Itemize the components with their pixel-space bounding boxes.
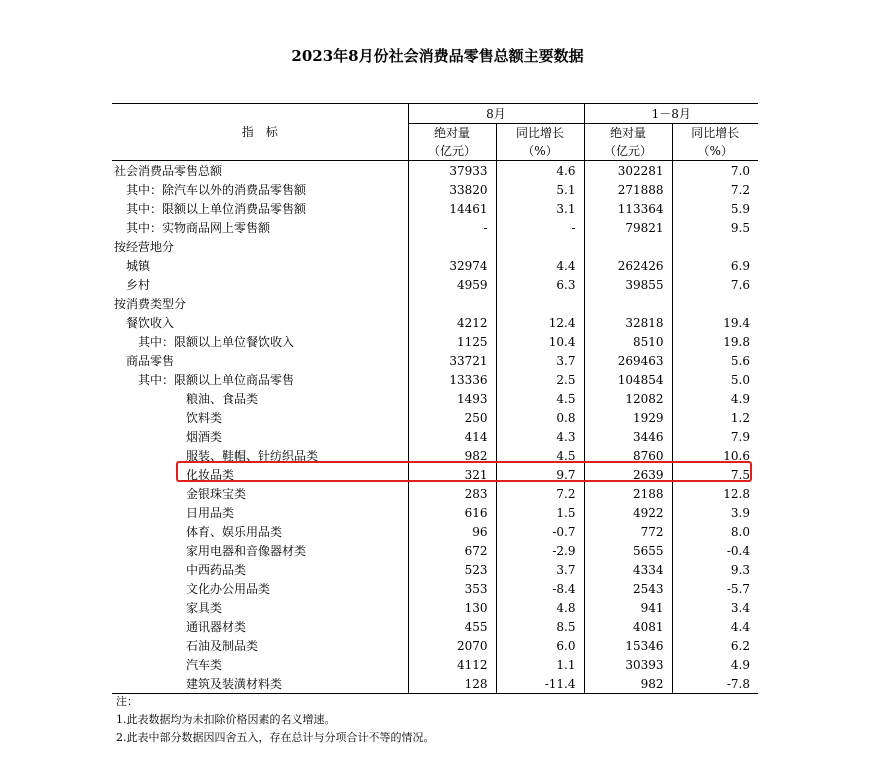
table-row xyxy=(112,465,758,484)
cell-abs-jan-aug: 4081 xyxy=(584,617,672,636)
cell-abs-august: 982 xyxy=(408,446,496,465)
cell-abs-jan-aug: 30393 xyxy=(584,655,672,674)
cell-growth-jan-aug: 6.9 xyxy=(672,256,758,275)
cell-abs-august: 130 xyxy=(408,598,496,617)
table-body xyxy=(112,161,758,694)
cell-growth-august: 3.1 xyxy=(496,199,584,218)
cell-abs-jan-aug: 8510 xyxy=(584,332,672,351)
cell-abs-jan-aug: 12082 xyxy=(584,389,672,408)
cell-growth-jan-aug: 19.8 xyxy=(672,332,758,351)
cell-growth-august: 12.4 xyxy=(496,313,584,332)
table-row xyxy=(112,237,758,256)
table-row xyxy=(112,446,758,465)
notes-heading: 注： xyxy=(116,695,138,708)
cell-growth-jan-aug xyxy=(672,294,758,313)
table-row xyxy=(112,636,758,655)
cell-abs-jan-aug: 1929 xyxy=(584,408,672,427)
cell-growth-august: 4.5 xyxy=(496,446,584,465)
row-label: 化妆品类 xyxy=(186,467,235,482)
row-label: 服装、鞋帽、针纺织品类 xyxy=(186,448,319,463)
table-row xyxy=(112,503,758,522)
unit-pct: （%） xyxy=(672,142,758,161)
unit-abs: （亿元） xyxy=(408,142,496,161)
cell-abs-august: 414 xyxy=(408,427,496,446)
cell-growth-jan-aug: 7.9 xyxy=(672,427,758,446)
row-label: 其中：限额以上单位餐饮收入 xyxy=(138,334,295,349)
row-label: 餐饮收入 xyxy=(126,315,175,330)
cell-growth-jan-aug: 19.4 xyxy=(672,313,758,332)
cell-growth-jan-aug: 7.6 xyxy=(672,275,758,294)
cell-abs-jan-aug: 2543 xyxy=(584,579,672,598)
cell-growth-august: 3.7 xyxy=(496,351,584,370)
table-row xyxy=(112,408,758,427)
cell-abs-jan-aug: 269463 xyxy=(584,351,672,370)
table-row xyxy=(112,598,758,617)
cell-abs-august: 128 xyxy=(408,674,496,694)
cell-growth-august: 1.5 xyxy=(496,503,584,522)
cell-abs-jan-aug: 39855 xyxy=(584,275,672,294)
page-title: 2023年8月份社会消费品零售总额主要数据 xyxy=(291,47,584,65)
cell-abs-jan-aug: 4922 xyxy=(584,503,672,522)
cell-abs-august: 353 xyxy=(408,579,496,598)
cell-abs-august: 616 xyxy=(408,503,496,522)
cell-growth-august: 7.2 xyxy=(496,484,584,503)
table-row xyxy=(112,161,758,181)
cell-growth-jan-aug: 10.6 xyxy=(672,446,758,465)
row-label: 汽车类 xyxy=(186,657,223,672)
row-label: 通讯器材类 xyxy=(186,619,247,634)
table-row xyxy=(112,199,758,218)
cell-abs-august: 455 xyxy=(408,617,496,636)
table-row xyxy=(112,522,758,541)
cell-growth-august: 9.7 xyxy=(496,465,584,484)
cell-abs-august: 4959 xyxy=(408,275,496,294)
row-label: 城镇 xyxy=(126,258,151,273)
cell-growth-august: 2.5 xyxy=(496,370,584,389)
row-label: 中西药品类 xyxy=(186,562,247,577)
cell-abs-jan-aug: 113364 xyxy=(584,199,672,218)
cell-growth-jan-aug xyxy=(672,237,758,256)
cell-abs-august: 14461 xyxy=(408,199,496,218)
note-item: 2.此表中部分数据因四舍五入，存在总计与分项合计不等的情况。 xyxy=(116,731,435,744)
cell-abs-august: 13336 xyxy=(408,370,496,389)
row-label: 其中：限额以上单位商品零售 xyxy=(138,372,295,387)
row-label: 商品零售 xyxy=(126,353,175,368)
table-row xyxy=(112,275,758,294)
cell-abs-jan-aug: 8760 xyxy=(584,446,672,465)
abs-value-header: 绝对量 xyxy=(584,124,672,143)
cell-abs-jan-aug: 772 xyxy=(584,522,672,541)
cell-growth-jan-aug: 12.8 xyxy=(672,484,758,503)
cell-growth-august: -11.4 xyxy=(496,674,584,694)
cell-growth-jan-aug: 3.9 xyxy=(672,503,758,522)
cell-growth-august: 6.3 xyxy=(496,275,584,294)
cell-growth-jan-aug: 4.4 xyxy=(672,617,758,636)
cell-abs-jan-aug: 79821 xyxy=(584,218,672,237)
cell-growth-jan-aug: 7.5 xyxy=(672,465,758,484)
row-label: 按经营地分 xyxy=(114,239,175,254)
cell-growth-jan-aug: 1.2 xyxy=(672,408,758,427)
cell-growth-jan-aug: -7.8 xyxy=(672,674,758,694)
cell-abs-jan-aug: 262426 xyxy=(584,256,672,275)
cell-abs-jan-aug: 15346 xyxy=(584,636,672,655)
data-table xyxy=(112,103,758,694)
cell-abs-august: 283 xyxy=(408,484,496,503)
cell-growth-august: 0.8 xyxy=(496,408,584,427)
cell-growth-jan-aug: 5.0 xyxy=(672,370,758,389)
cell-abs-august: 1125 xyxy=(408,332,496,351)
row-label: 按消费类型分 xyxy=(114,296,187,311)
cell-growth-jan-aug: -0.4 xyxy=(672,541,758,560)
cell-growth-august: 3.7 xyxy=(496,560,584,579)
cell-growth-august: -0.7 xyxy=(496,522,584,541)
cell-growth-august: 4.4 xyxy=(496,256,584,275)
table-row xyxy=(112,370,758,389)
cell-abs-jan-aug: 2188 xyxy=(584,484,672,503)
table-row xyxy=(112,332,758,351)
cell-abs-jan-aug: 302281 xyxy=(584,161,672,181)
row-label: 家用电器和音像器材类 xyxy=(186,543,307,558)
cell-growth-august: 4.5 xyxy=(496,389,584,408)
cell-abs-august: 2070 xyxy=(408,636,496,655)
cell-abs-jan-aug: 4334 xyxy=(584,560,672,579)
table-row xyxy=(112,351,758,370)
yoy-growth-header: 同比增长 xyxy=(672,124,758,143)
cell-growth-august: -8.4 xyxy=(496,579,584,598)
cell-growth-jan-aug: 5.9 xyxy=(672,199,758,218)
cell-abs-jan-aug xyxy=(584,237,672,256)
cell-abs-jan-aug xyxy=(584,294,672,313)
cell-abs-august: 1493 xyxy=(408,389,496,408)
cell-abs-august: 321 xyxy=(408,465,496,484)
note-item: 1.此表数据均为未扣除价格因素的名义增速。 xyxy=(116,713,336,726)
cell-abs-august xyxy=(408,237,496,256)
cell-growth-august: - xyxy=(496,218,584,237)
table-row xyxy=(112,427,758,446)
cell-abs-august: 4212 xyxy=(408,313,496,332)
unit-pct: （%） xyxy=(496,142,584,161)
cell-growth-august: 10.4 xyxy=(496,332,584,351)
cell-abs-jan-aug: 32818 xyxy=(584,313,672,332)
table-row xyxy=(112,617,758,636)
cell-growth-jan-aug: 7.2 xyxy=(672,180,758,199)
cell-abs-jan-aug: 271888 xyxy=(584,180,672,199)
table-row xyxy=(112,674,758,694)
row-label: 日用品类 xyxy=(186,505,235,520)
cell-growth-august: 5.1 xyxy=(496,180,584,199)
table-row xyxy=(112,541,758,560)
table-row xyxy=(112,294,758,313)
cell-growth-jan-aug: 9.5 xyxy=(672,218,758,237)
cell-growth-jan-aug: -5.7 xyxy=(672,579,758,598)
row-label: 饮料类 xyxy=(186,410,223,425)
cell-abs-jan-aug: 2639 xyxy=(584,465,672,484)
notes xyxy=(116,693,435,747)
table-row xyxy=(112,313,758,332)
row-label: 其中：限额以上单位消费品零售额 xyxy=(126,201,307,216)
table-row xyxy=(112,655,758,674)
cell-growth-august xyxy=(496,237,584,256)
cell-abs-august: 96 xyxy=(408,522,496,541)
cell-abs-august: 250 xyxy=(408,408,496,427)
row-label: 金银珠宝类 xyxy=(186,486,247,501)
row-label: 石油及制品类 xyxy=(186,638,259,653)
cell-abs-august: 33721 xyxy=(408,351,496,370)
yoy-growth-header: 同比增长 xyxy=(496,124,584,143)
period-header-jan-aug: 1－8月 xyxy=(584,104,758,124)
cell-abs-jan-aug: 982 xyxy=(584,674,672,694)
period-header-august: 8月 xyxy=(408,104,584,124)
unit-abs: （亿元） xyxy=(584,142,672,161)
row-label: 乡村 xyxy=(126,277,151,292)
table-row xyxy=(112,389,758,408)
row-label: 烟酒类 xyxy=(186,429,223,444)
cell-growth-august xyxy=(496,294,584,313)
cell-abs-jan-aug: 3446 xyxy=(584,427,672,446)
cell-abs-august: 32974 xyxy=(408,256,496,275)
table-row xyxy=(112,484,758,503)
cell-growth-jan-aug: 8.0 xyxy=(672,522,758,541)
indicator-header: 指 标 xyxy=(112,104,408,161)
row-label: 家具类 xyxy=(186,600,223,615)
cell-growth-jan-aug: 9.3 xyxy=(672,560,758,579)
cell-growth-august: 1.1 xyxy=(496,655,584,674)
row-label: 文化办公用品类 xyxy=(186,581,271,596)
cell-growth-august: 4.8 xyxy=(496,598,584,617)
cell-abs-august xyxy=(408,294,496,313)
row-label: 其中：实物商品网上零售额 xyxy=(126,220,271,235)
cell-growth-jan-aug: 3.4 xyxy=(672,598,758,617)
cell-growth-august: -2.9 xyxy=(496,541,584,560)
cell-abs-august: - xyxy=(408,218,496,237)
cell-abs-jan-aug: 941 xyxy=(584,598,672,617)
cell-growth-august: 6.0 xyxy=(496,636,584,655)
table-row xyxy=(112,579,758,598)
cell-growth-jan-aug: 7.0 xyxy=(672,161,758,181)
table-row xyxy=(112,560,758,579)
row-label: 建筑及装潢材料类 xyxy=(112,674,408,694)
abs-value-header: 绝对量 xyxy=(408,124,496,143)
cell-abs-jan-aug: 5655 xyxy=(584,541,672,560)
cell-abs-jan-aug: 104854 xyxy=(584,370,672,389)
row-label: 其中：除汽车以外的消费品零售额 xyxy=(126,182,307,197)
cell-growth-jan-aug: 5.6 xyxy=(672,351,758,370)
cell-abs-august: 672 xyxy=(408,541,496,560)
table-row xyxy=(112,218,758,237)
cell-growth-jan-aug: 4.9 xyxy=(672,655,758,674)
row-label: 粮油、食品类 xyxy=(186,391,259,406)
cell-abs-august: 4112 xyxy=(408,655,496,674)
row-label: 体育、娱乐用品类 xyxy=(186,524,283,539)
cell-growth-august: 8.5 xyxy=(496,617,584,636)
cell-growth-august: 4.6 xyxy=(496,161,584,181)
cell-growth-jan-aug: 6.2 xyxy=(672,636,758,655)
cell-growth-august: 4.3 xyxy=(496,427,584,446)
row-label: 社会消费品零售总额 xyxy=(114,163,223,178)
table-row xyxy=(112,180,758,199)
cell-abs-august: 523 xyxy=(408,560,496,579)
cell-growth-jan-aug: 4.9 xyxy=(672,389,758,408)
table-row xyxy=(112,256,758,275)
cell-abs-august: 33820 xyxy=(408,180,496,199)
cell-abs-august: 37933 xyxy=(408,161,496,181)
